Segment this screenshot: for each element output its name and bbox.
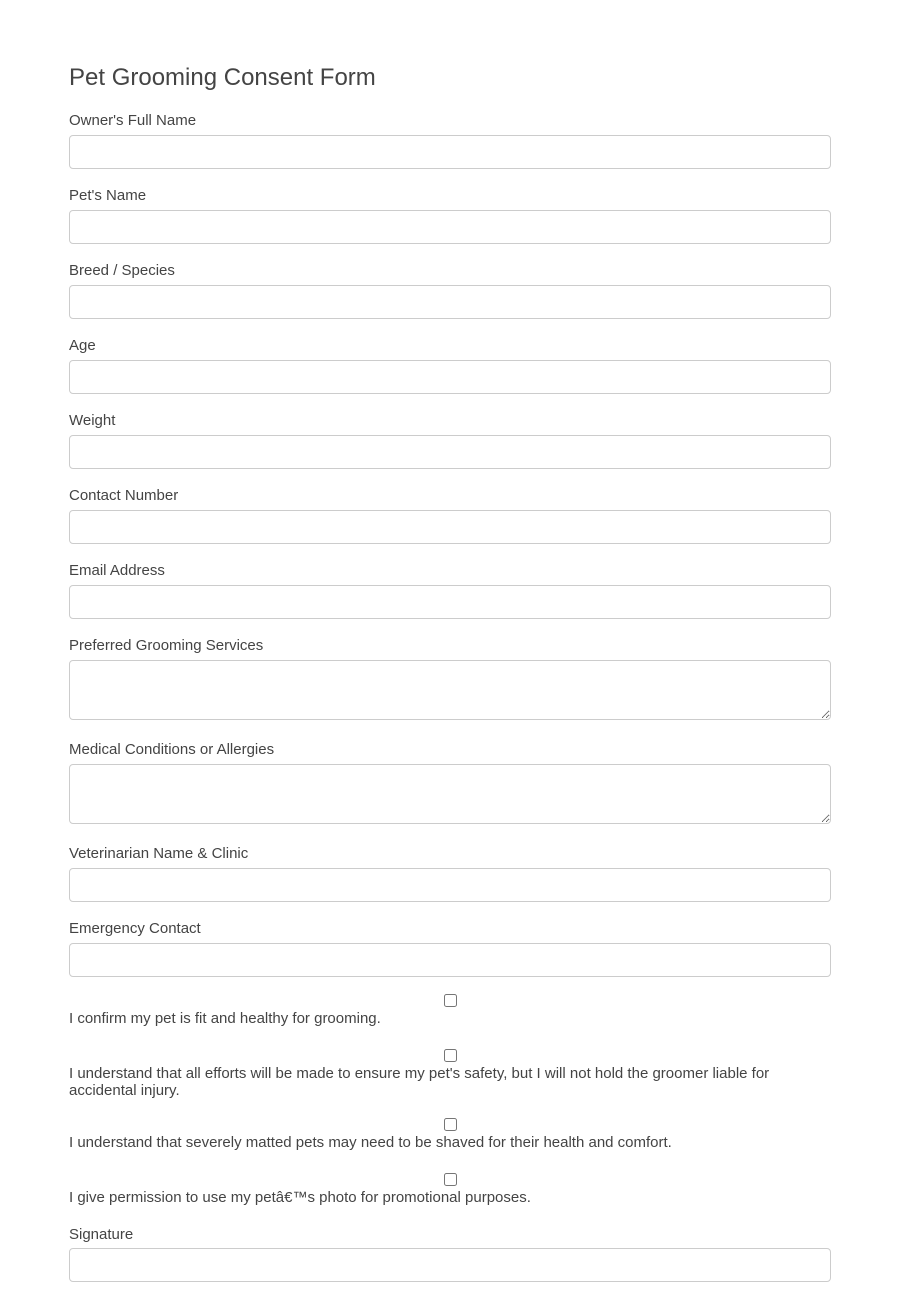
consent-liability-checkbox[interactable] (444, 1049, 457, 1062)
weight-label: Weight (69, 412, 116, 429)
signature-input[interactable] (69, 1248, 831, 1282)
age-label: Age (69, 337, 96, 354)
grooming-services-group (69, 636, 831, 720)
medical-conditions-textarea[interactable] (69, 764, 831, 824)
owner-name-group (69, 111, 831, 169)
age-input[interactable] (69, 360, 831, 394)
email-input[interactable] (69, 585, 831, 619)
contact-number-group (69, 486, 831, 544)
signature-group (69, 1225, 831, 1282)
consent-photo-label: I give permission to use my petâ€™s photo for promotional purposes. (69, 1189, 531, 1206)
grooming-services-textarea[interactable] (69, 660, 831, 720)
consent-liability-group (69, 1049, 831, 1099)
signature-label: Signature (69, 1226, 134, 1243)
weight-input[interactable] (69, 435, 831, 469)
breed-input[interactable] (69, 285, 831, 319)
pet-name-label: Pet's Name (69, 187, 147, 204)
page-title: Pet Grooming Consent Form (69, 64, 376, 91)
consent-photo-checkbox[interactable] (444, 1173, 457, 1186)
email-label: Email Address (69, 562, 165, 579)
consent-shaving-checkbox[interactable] (444, 1118, 457, 1131)
pet-name-group (69, 186, 831, 244)
veterinarian-group (69, 844, 831, 902)
medical-conditions-label: Medical Conditions or Allergies (69, 741, 275, 758)
consent-form (69, 111, 831, 1299)
consent-shaving-group (69, 1118, 831, 1154)
weight-group (69, 411, 831, 469)
breed-group (69, 261, 831, 319)
owner-name-label: Owner's Full Name (69, 112, 197, 129)
breed-label: Breed / Species (69, 262, 175, 279)
consent-health-label: I confirm my pet is fit and healthy for grooming. (69, 1010, 381, 1027)
email-group (69, 561, 831, 619)
age-group (69, 336, 831, 394)
contact-number-label: Contact Number (69, 487, 179, 504)
veterinarian-input[interactable] (69, 868, 831, 902)
emergency-contact-input[interactable] (69, 943, 831, 977)
owner-name-input[interactable] (69, 135, 831, 169)
emergency-contact-group (69, 919, 831, 977)
veterinarian-label: Veterinarian Name & Clinic (69, 845, 249, 862)
pet-name-input[interactable] (69, 210, 831, 244)
grooming-services-label: Preferred Grooming Services (69, 637, 264, 654)
consent-photo-group (69, 1173, 831, 1209)
consent-health-group (69, 994, 831, 1030)
consent-shaving-label: I understand that severely matted pets may need to be shaved for their health and comfort. (69, 1134, 672, 1151)
emergency-contact-label: Emergency Contact (69, 920, 201, 937)
medical-conditions-group (69, 740, 831, 824)
contact-number-input[interactable] (69, 510, 831, 544)
consent-health-checkbox[interactable] (444, 994, 457, 1007)
consent-liability-label: I understand that all efforts will be made to ensure my pet's safety, but I will not hold the groomer liable for accidental injury. (69, 1065, 770, 1099)
